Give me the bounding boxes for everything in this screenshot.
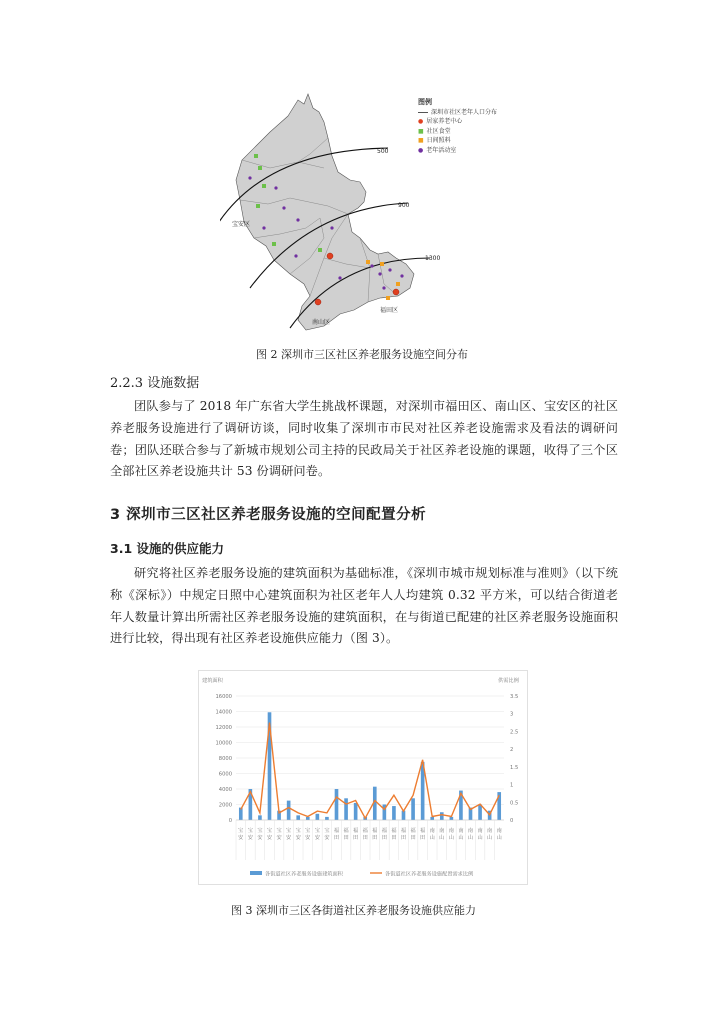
bar	[478, 805, 482, 821]
x-category-label: 南山	[487, 828, 493, 841]
legend-item-label: 深圳市社区老年人口分布	[431, 108, 498, 116]
daycare-point	[366, 260, 370, 264]
section-3-heading: 3 深圳市三区社区养老服务设施的空间配置分析	[110, 507, 427, 523]
x-category-label: 宝安	[305, 828, 311, 841]
canteen-point	[256, 204, 260, 208]
legend-item-label: 居家养老中心	[426, 118, 463, 125]
activity-point	[338, 276, 341, 279]
legend-line-label: 各街道社区养老服务设施配置需求比例	[385, 871, 474, 878]
chart-frame	[199, 671, 528, 885]
x-category-label: 福田	[420, 828, 426, 841]
legend-item-label: 老年活动室	[426, 146, 457, 154]
section-2-2-3-paragraph: 团队参与了 2018 年广东省大学生挑战杯课题，对深圳市福田区、南山区、宝安区的社区养老服务设施进行了调研访谈，同时收集了深圳市市民对社区养老设施需求及看法的调研问卷；团队还联合参与了新城市规划公司主持的民政局关于社区养老设施的课题，收得了三个区全部社区养老设施共计 53 份调研问卷。	[110, 399, 618, 479]
y-tick-label: 12000	[215, 725, 232, 731]
section-3-1-paragraph: 研究将社区养老服务设施的建筑面积为基础标准，《深圳市城市规划标准与准则》（以下统称《深标》）中规定日照中心建筑面积为社区老年人人均建筑 0.32 平方米，可以结合街道老年人数量计算出所需社区养老服务设施的建筑面积，在与街道已配建的社区养老服务设施面积进行比较，得出现有社区养老设施供应能力（图 3）。	[110, 566, 618, 646]
home-care-center-point	[327, 253, 333, 259]
legend-bar-label: 各街道社区养老服务设施建筑面积	[265, 871, 343, 878]
x-category-label: 宝安	[257, 828, 263, 841]
legend-title: 图例	[418, 98, 432, 106]
legend-item-label: 日间照料	[426, 137, 451, 144]
y-tick-label: 2000	[218, 802, 232, 809]
canteen-point	[272, 242, 276, 246]
bar	[392, 806, 396, 820]
y2-tick-label: 1	[510, 782, 514, 789]
x-category-label: 福田	[362, 828, 368, 841]
line-swatch-icon	[418, 112, 428, 113]
canteen-point	[318, 248, 322, 252]
y2-axis-label: 供需比例	[498, 678, 519, 684]
section-2-2-3-heading: 2.2.3 设施数据	[110, 376, 200, 391]
ring-label-900: 900	[398, 202, 410, 209]
activity-point	[296, 218, 299, 221]
activity-point	[388, 268, 391, 271]
bar	[287, 801, 291, 820]
x-category-label: 宝安	[238, 828, 244, 841]
ring-label-500: 500	[377, 148, 389, 155]
canteen-point	[262, 184, 266, 188]
activity-point	[370, 264, 373, 267]
daycare-point	[396, 282, 400, 286]
y-tick-label: 0	[228, 818, 232, 824]
x-category-label: 南山	[477, 828, 483, 841]
bar	[411, 798, 415, 820]
y-axis-label: 建筑面积	[202, 678, 223, 684]
y2-tick-label: 3.5	[510, 694, 519, 700]
chart-svg	[198, 670, 528, 885]
y2-tick-label: 3	[510, 711, 514, 718]
x-category-label: 南山	[467, 828, 474, 841]
bar	[335, 789, 339, 820]
bar	[430, 817, 434, 820]
ring-label-1300: 1300	[425, 255, 441, 262]
activity-point	[378, 272, 381, 275]
section-3-1-heading: 3.1 设施的供应能力	[110, 541, 224, 556]
figure-2-caption: 图 2 深圳市三区社区养老服务设施空间分布	[256, 348, 468, 361]
activity-point	[294, 254, 297, 257]
activity-point	[274, 186, 277, 189]
chart-gridlines	[236, 696, 504, 820]
star-icon: ●	[418, 118, 424, 125]
y-tick-label: 8000	[218, 756, 232, 762]
x-category-label: 宝安	[247, 828, 253, 841]
activity-point	[400, 274, 403, 277]
home-care-center-point	[315, 299, 321, 305]
y2-tick-label: 1.5	[510, 764, 519, 771]
legend-item-daycare	[418, 136, 508, 146]
x-category-label: 南山	[448, 828, 454, 841]
activity-point	[248, 176, 251, 179]
y2-tick-label: 0.5	[510, 800, 519, 807]
bar	[450, 817, 454, 820]
x-category-label: 福田	[333, 828, 340, 841]
chart-legend	[250, 870, 473, 878]
y-tick-label: 4000	[218, 787, 232, 793]
x-category-label: 福田	[343, 828, 349, 841]
bar	[344, 798, 348, 820]
y-tick-label: 16000	[215, 694, 232, 700]
activity-point	[282, 206, 285, 209]
x-category-label: 南山	[429, 828, 435, 841]
legend-bar-swatch	[250, 871, 262, 875]
bar	[296, 815, 300, 820]
x-category-labels	[236, 820, 504, 860]
bar	[354, 803, 358, 820]
bar	[258, 815, 262, 820]
x-category-label: 宝安	[295, 828, 301, 841]
x-category-label: 南山	[458, 828, 464, 841]
bar	[239, 808, 243, 820]
y2-tick-label: 0	[510, 818, 514, 824]
activity-point	[330, 226, 333, 229]
x-category-label: 宝安	[286, 828, 292, 841]
x-category-label: 福田	[381, 828, 387, 841]
x-category-label: 宝安	[276, 828, 282, 841]
daycare-point	[380, 262, 384, 266]
square-icon: ■	[418, 127, 424, 135]
figure-3-caption: 图 3 深圳市三区各街道社区养老服务设施供应能力	[231, 904, 476, 917]
map-label-baoan: 宝安区	[232, 221, 251, 228]
bar	[306, 817, 310, 820]
y2-tick-labels	[510, 694, 518, 824]
bar	[440, 812, 444, 820]
daycare-point	[386, 296, 390, 300]
map-label-nanshan: 南山区	[312, 319, 331, 326]
x-category-label: 福田	[353, 828, 359, 841]
figure-3-chart	[198, 670, 528, 885]
legend-item-label: 社区食堂	[426, 127, 451, 135]
canteen-point	[254, 154, 258, 158]
square-icon: ■	[418, 137, 424, 144]
bar	[316, 814, 320, 820]
x-category-label: 南山	[496, 828, 502, 841]
x-category-label: 宝安	[266, 828, 273, 841]
y-tick-label: 6000	[218, 771, 232, 778]
x-category-label: 福田	[372, 828, 378, 841]
y2-tick-label: 2	[510, 747, 514, 754]
legend-item-population	[418, 108, 508, 118]
x-category-label: 宝安	[324, 828, 330, 841]
y-tick-labels	[215, 694, 232, 824]
legend-item-activity	[418, 146, 508, 156]
x-category-label: 福田	[400, 828, 407, 841]
y2-tick-label: 2.5	[510, 729, 519, 736]
activity-point	[262, 226, 265, 229]
y-tick-label: 14000	[215, 709, 232, 716]
y-tick-label: 10000	[215, 740, 232, 747]
canteen-point	[258, 166, 262, 170]
dot-icon: ●	[418, 146, 424, 154]
bar	[325, 817, 329, 820]
legend-item-home-care	[418, 117, 508, 127]
x-category-label: 南山	[439, 828, 445, 841]
legend-item-canteen	[418, 127, 508, 137]
x-category-label: 福田	[410, 828, 416, 841]
home-care-center-point	[393, 289, 399, 295]
map-legend	[418, 98, 508, 155]
district-map-shape	[236, 94, 414, 330]
map-label-futian: 福田区	[380, 307, 399, 314]
x-category-label: 宝安	[314, 828, 320, 841]
x-category-label: 福田	[391, 828, 397, 841]
activity-point	[382, 286, 385, 289]
